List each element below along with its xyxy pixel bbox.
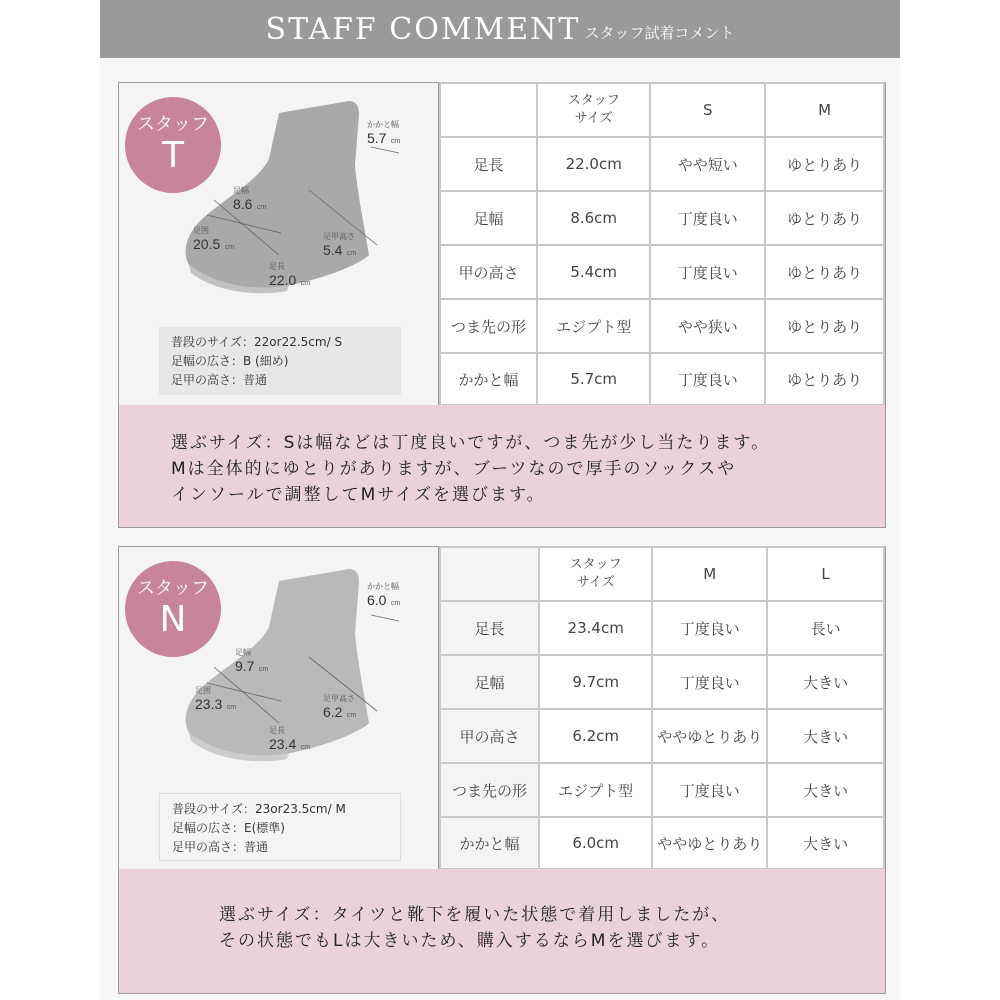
table-row — [440, 709, 884, 763]
table-header-staff-size: スタッフ サイズ — [537, 83, 650, 137]
header-title-jp: スタッフ試着コメント — [584, 23, 735, 42]
comment-line: 選ぶサイズ：Sは幅などは丁度良いですが、つま先が少し当たります。 — [171, 433, 771, 453]
fit-table — [439, 546, 885, 870]
foot-illustration-panel — [119, 83, 439, 405]
comment-line: インソールで調整してMサイズを選びます。 — [171, 485, 546, 505]
cell: やや短い — [650, 137, 765, 191]
section-header — [100, 0, 900, 58]
row-label: かかと幅 — [440, 353, 537, 405]
staff-card-n — [118, 546, 886, 994]
cell: やや狭い — [650, 299, 765, 353]
header-title-en: STAFF COMMENT — [265, 11, 581, 47]
cell: 6.0cm — [539, 817, 652, 869]
cell: 大きい — [767, 709, 884, 763]
table-row — [440, 817, 884, 869]
measure-foot-girth: 足囲 23.3 cm — [195, 686, 237, 712]
comment-line: Mは全体的にゆとりがありますが、ブーツなので厚手のソックスや — [171, 459, 737, 479]
staff-badge: スタッフ T — [125, 97, 221, 193]
table-corner — [440, 83, 537, 137]
info-instep-height: 足甲の高さ：普通 — [171, 373, 268, 387]
staff-info-box — [159, 793, 401, 861]
cell: 丁度良い — [650, 191, 765, 245]
table-header-size-m: M — [652, 547, 767, 601]
cell: 丁度良い — [652, 655, 767, 709]
measure-foot-girth: 足囲 20.5 cm — [193, 226, 235, 252]
table-header-size-s: S — [650, 83, 765, 137]
row-label: つま先の形 — [440, 299, 537, 353]
staff-comment — [119, 869, 885, 993]
staff-badge: スタッフ N — [125, 561, 221, 657]
cell: 丁度良い — [652, 763, 767, 817]
cell: 大きい — [767, 655, 884, 709]
cell: ゆとりあり — [765, 191, 884, 245]
cell: 5.4cm — [537, 245, 650, 299]
table-row — [440, 245, 884, 299]
row-label: 足幅 — [440, 655, 539, 709]
table-row — [440, 137, 884, 191]
table-row — [440, 763, 884, 817]
measure-instep-height: 足甲高さ 5.4 cm — [323, 232, 357, 258]
staff-comment — [119, 405, 885, 527]
info-usual-size: 普段のサイズ：23or23.5cm/ M — [172, 802, 346, 816]
table-row — [440, 601, 884, 655]
row-label: 甲の高さ — [440, 245, 537, 299]
cell: ゆとりあり — [765, 137, 884, 191]
measure-heel-width: かかと幅 5.7 cm — [367, 120, 401, 146]
table-header-size-m: M — [765, 83, 884, 137]
cell: 9.7cm — [539, 655, 652, 709]
cell: 丁度良い — [652, 601, 767, 655]
cell: ややゆとりあり — [652, 709, 767, 763]
measure-foot-length: 足長 23.4 cm — [269, 726, 311, 752]
comment-line: その状態でもLは大きいため、購入するならMを選びます。 — [219, 931, 721, 951]
cell: ゆとりあり — [765, 353, 884, 405]
cell: ややゆとりあり — [652, 817, 767, 869]
info-foot-width: 足幅の広さ：E(標準) — [172, 821, 285, 835]
foot-illustration-panel — [119, 547, 439, 869]
table-header-size-l: L — [767, 547, 884, 601]
measure-foot-width: 足幅 8.6 cm — [233, 186, 267, 212]
cell: ゆとりあり — [765, 299, 884, 353]
table-header-staff-size: スタッフ サイズ — [539, 547, 652, 601]
row-label: 足長 — [440, 601, 539, 655]
fit-table — [439, 82, 885, 406]
table-row — [440, 353, 884, 405]
cell: 8.6cm — [537, 191, 650, 245]
row-label: かかと幅 — [440, 817, 539, 869]
comment-line: 選ぶサイズ：タイツと靴下を履いた状態で着用しましたが、 — [219, 905, 731, 925]
cell: 丁度良い — [650, 353, 765, 405]
cell: 6.2cm — [539, 709, 652, 763]
staff-info-box — [159, 327, 401, 395]
cell: 大きい — [767, 763, 884, 817]
cell: ゆとりあり — [765, 245, 884, 299]
measure-foot-width: 足幅 9.7 cm — [235, 648, 269, 674]
info-instep-height: 足甲の高さ：普通 — [172, 840, 269, 854]
staff-card-t — [118, 82, 886, 528]
measure-instep-height: 足甲高さ 6.2 cm — [323, 694, 357, 720]
row-label: 甲の高さ — [440, 709, 539, 763]
measure-foot-length: 足長 22.0 cm — [269, 262, 311, 288]
table-header-row — [440, 547, 884, 601]
info-foot-width: 足幅の広さ：B (細め) — [171, 354, 289, 368]
table-row — [440, 191, 884, 245]
cell: エジプト型 — [537, 299, 650, 353]
table-row — [440, 655, 884, 709]
cell: 丁度良い — [650, 245, 765, 299]
cell: 5.7cm — [537, 353, 650, 405]
table-header-row — [440, 83, 884, 137]
cell: 長い — [767, 601, 884, 655]
cell: 23.4cm — [539, 601, 652, 655]
cell: エジプト型 — [539, 763, 652, 817]
table-corner — [440, 547, 539, 601]
cell: 22.0cm — [537, 137, 650, 191]
row-label: 足長 — [440, 137, 537, 191]
table-row — [440, 299, 884, 353]
cell: 大きい — [767, 817, 884, 869]
row-label: つま先の形 — [440, 763, 539, 817]
row-label: 足幅 — [440, 191, 537, 245]
info-usual-size: 普段のサイズ：22or22.5cm/ S — [171, 335, 343, 349]
measure-heel-width: かかと幅 6.0 cm — [367, 582, 401, 608]
